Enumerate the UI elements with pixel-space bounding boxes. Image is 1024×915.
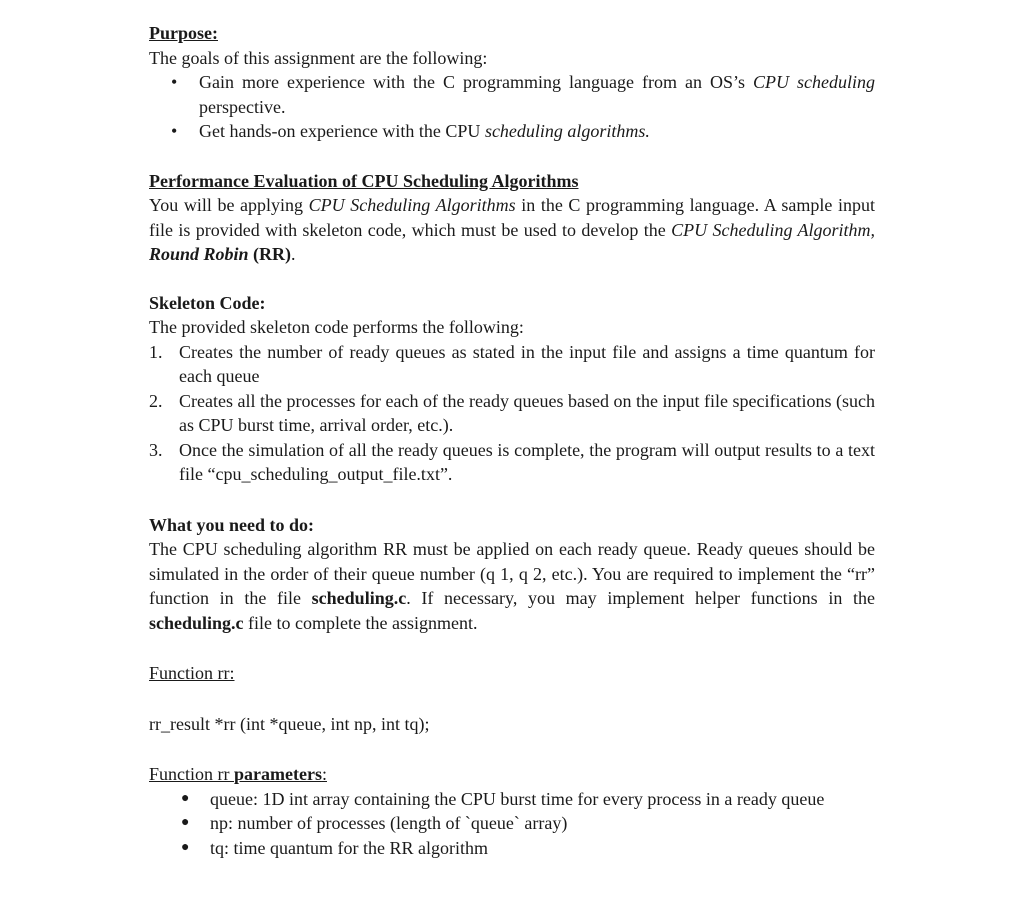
skeleton-list [149, 340, 875, 487]
bullet-icon: ● [181, 839, 190, 855]
skeleton-item: 1. Creates the number of ready queues as stated in the input file and assigns a time quantum for each queue [149, 341, 875, 386]
purpose-heading: Purpose: [149, 23, 218, 43]
skeleton-heading: Skeleton Code: [149, 292, 266, 313]
parameter-item: ● np: number of processes (length of `queue` array) [149, 811, 875, 836]
performance-heading: Performance Evaluation of CPU Scheduling Algorithms [149, 170, 579, 191]
purpose-item: • Gain more experience with the C programming language from an OS’s CPU scheduling perspective. [171, 72, 875, 117]
document-page [149, 21, 875, 860]
parameter-item: ● queue: 1D int array containing the CPU burst time for every process in a ready queue [149, 787, 875, 812]
todo-paragraph: The CPU scheduling algorithm RR must be applied on each ready queue. Ready queues should be simulated in the order of their queue number (q 1, q 2, etc.). You are required to implement the “rr” function in the file scheduling.c. If necessary, you may implement helper functions in the scheduling.c file to complete the assignment. [149, 539, 875, 633]
parameters-label: Function rr parameters: [149, 764, 327, 784]
skeleton-item: 3. Once the simulation of all the ready queues is complete, the program will output results to a text file “cpu_scheduling_output_file.txt”. [149, 439, 875, 484]
purpose-item: • Get hands-on experience with the CPU scheduling algorithms. [149, 119, 875, 144]
function-label: Function rr: [149, 663, 235, 683]
bullet-icon: ● [181, 815, 190, 830]
purpose-list [149, 70, 875, 144]
bullet-icon: ● [181, 790, 190, 806]
purpose-intro: The goals of this assignment are the following: [149, 47, 488, 68]
parameter-item: ● tq: time quantum for the RR algorithm [149, 836, 875, 861]
function-signature: rr_result *rr (int *queue, int np, int tq); [149, 713, 430, 734]
todo-heading: What you need to do: [149, 514, 315, 535]
bullet-icon: • [171, 121, 178, 141]
parameters-list [149, 787, 875, 861]
bullet-icon: • [171, 72, 178, 92]
skeleton-intro: The provided skeleton code performs the following: [149, 317, 524, 337]
performance-paragraph: You will be applying CPU Scheduling Algorithms in the C programming language. A sample input file is provided with skeleton code, which must be used to develop the CPU Scheduling Algorithm, Round Robin (RR). [149, 195, 875, 264]
skeleton-item: 2. Creates all the processes for each of the ready queues based on the input file specifications (such as CPU burst time, arrival order, etc.). [149, 390, 875, 435]
